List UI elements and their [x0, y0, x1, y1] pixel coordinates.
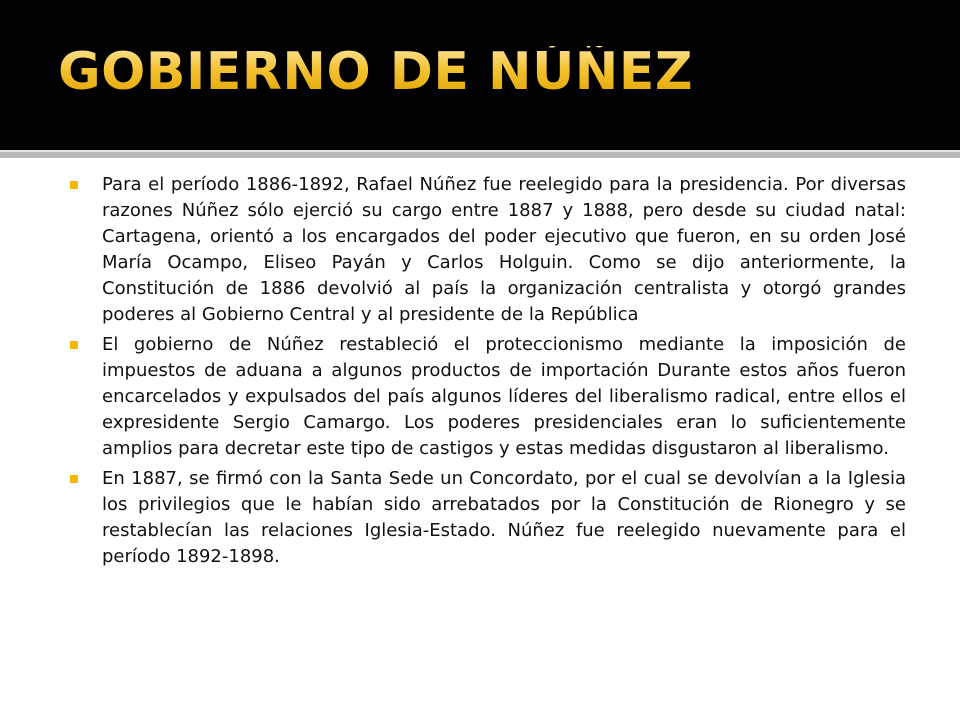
slide-title: GOBIERNO DE NÚÑEZ: [58, 42, 694, 102]
bullet-text: Para el período 1886-1892, Rafael Núñez fue reelegido para la presidencia. Por diversas razones Núñez sólo ejerció su cargo entre 1887 y 1888, pero desde su ciudad natal: Cartagena, orientó a los encargados del poder ejecutivo que fueron, en su orden José María Ocampo, Eliseo Payán y Carlos Holguin. Como se dijo anteriormente, la Constitución de 1886 devolvió al país la organización centralista y otorgó grandes poderes al Gobierno Central y al presidente de la República: [102, 174, 906, 325]
square-bullet-icon: [70, 475, 78, 483]
title-band: [0, 0, 960, 150]
title-divider: [0, 150, 960, 158]
square-bullet-icon: [70, 341, 78, 349]
bullet-item: [68, 172, 906, 328]
bullet-item: [68, 466, 906, 570]
slide-body: [0, 158, 960, 720]
bullet-item: [68, 332, 906, 462]
square-bullet-icon: [70, 181, 78, 189]
bullet-text: El gobierno de Núñez restableció el proteccionismo mediante la imposición de impuestos de aduana a algunos productos de importación Durante estos años fueron encarcelados y expulsados del país algunos líderes del liberalismo radical, entre ellos el expresidente Sergio Camargo. Los poderes presidenciales eran lo suficientemente amplios para decretar este tipo de castigos y estas medidas disgustaron al liberalismo.: [102, 334, 906, 459]
bullet-list: [68, 172, 906, 574]
bullet-text: En 1887, se firmó con la Santa Sede un Concordato, por el cual se devolvían a la Iglesia los privilegios que le habían sido arrebatados por la Constitución de Rionegro y se restablecían las relaciones Iglesia-Estado. Núñez fue reelegido nuevamente para el período 1892-1898.: [102, 468, 906, 567]
